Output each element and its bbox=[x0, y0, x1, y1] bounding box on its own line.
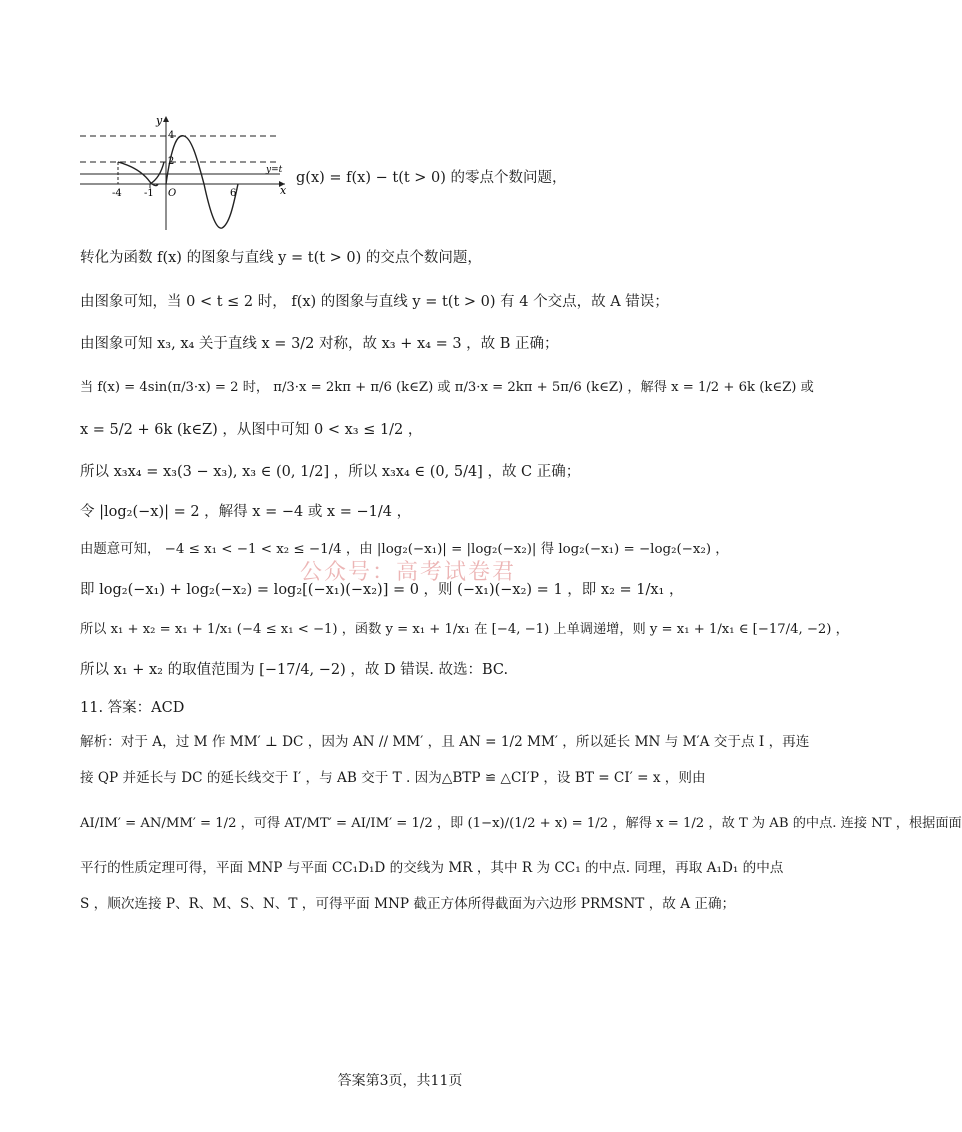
line-3: 由图象可知 x₃, x₄ 关于直线 x = 3/2 对称，故 x₃ + x₄ = 3 ，故 B 正确； bbox=[80, 336, 559, 352]
line-4: 当 f(x) = 4sin(π/3·x) = 2 时， π/3·x = 2kπ + π/6 (k∈Z) 或 π/3·x = 2kπ + 5π/6 (k∈Z) ，解得 x = 1/2 + 6k (k∈Z) 或 bbox=[80, 380, 814, 395]
line-17: S ，顺次连接 P、R、M、S、N、T ，可得平面 MNP 截正方体所得截面为六边形 PRMSNT ，故 A 正确； bbox=[80, 896, 736, 912]
line-16: 平行的性质定理可得，平面 MNP 与平面 CC₁D₁D 的交线为 MR ，其中 R 为 CC₁ 的中点. 同理，再取 A₁D₁ 的中点 bbox=[80, 860, 784, 876]
y-axis-arrow bbox=[163, 116, 169, 122]
line-12: 11. 答案：ACD bbox=[80, 700, 185, 716]
line-0: g(x) = f(x) − t(t > 0) 的零点个数问题， bbox=[296, 170, 567, 186]
label-2: 2 bbox=[168, 156, 175, 167]
label-y-t: y=t bbox=[266, 165, 283, 175]
label-neg1: -1 bbox=[144, 188, 154, 199]
label-x: x bbox=[280, 184, 287, 197]
line-10: 所以 x₁ + x₂ = x₁ + 1/x₁ (−4 ≤ x₁ < −1) ，函数 y = x₁ + 1/x₁ 在 [−4, −1) 上单调递增，则 y = x₁ + 1/x₁ ∈ [−17/4, −2) ， bbox=[80, 622, 849, 637]
line-6: 所以 x₃x₄ = x₃(3 − x₃), x₃ ∈ (0, 1/2] ，所以 x₃x₄ ∈ (0, 5/4] ，故 C 正确； bbox=[80, 464, 581, 480]
line-11: 所以 x₁ + x₂ 的取值范围为 [−17/4, −2) ，故 D 错误. 故选：BC. bbox=[80, 662, 509, 678]
line-9: 即 log₂(−x₁) + log₂(−x₂) = log₂[(−x₁)(−x₂)] = 0 ，则 (−x₁)(−x₂) = 1 ，即 x₂ = 1/x₁ ， bbox=[80, 582, 684, 598]
label-neg4: -4 bbox=[112, 188, 122, 199]
line-1: 转化为函数 f(x) 的图象与直线 y = t(t > 0) 的交点个数问题， bbox=[80, 250, 482, 266]
page-footer: 答案第3页，共11页 bbox=[337, 1073, 463, 1089]
line-13: 解析：对于 A，过 M 作 MM′ ⊥ DC ，因为 AN // MM′ ，且 AN = 1/2 MM′ ，所以延长 MN 与 M′A 交于点 I ，再连 bbox=[80, 734, 810, 750]
label-y: y bbox=[156, 114, 163, 127]
function-graph bbox=[80, 112, 290, 232]
line-14: 接 QP 并延长与 DC 的延长线交于 I′ ，与 AB 交于 T . 因为△BTP ≌ △CI′P ，设 BT = CI′ = x ，则由 bbox=[80, 770, 706, 786]
line-2: 由图象可知，当 0 < t ≤ 2 时， f(x) 的图象与直线 y = t(t > 0) 有 4 个交点，故 A 错误； bbox=[80, 294, 669, 310]
label-4: 4 bbox=[168, 130, 175, 141]
label-origin: O bbox=[168, 188, 177, 199]
curve-log-right bbox=[150, 162, 164, 184]
line-8: 由题意可知， −4 ≤ x₁ < −1 < x₂ ≤ −1/4 ，由 |log₂(−x₁)| = |log₂(−x₂)| 得 log₂(−x₁) = −log₂(−x₂) ， bbox=[80, 542, 729, 557]
line-7: 令 |log₂(−x)| = 2 ，解得 x = −4 或 x = −1/4 ， bbox=[80, 504, 412, 520]
watermark: 公众号：高考试卷君 bbox=[300, 560, 517, 585]
label-6: 6 bbox=[230, 188, 237, 199]
line-5: x = 5/2 + 6k (k∈Z) ，从图中可知 0 < x₃ ≤ 1/2 ， bbox=[80, 422, 423, 438]
curve-sine bbox=[166, 136, 238, 228]
line-15: AI/IM′ = AN/MM′ = 1/2 ，可得 AT/MT′ = AI/IM′ = 1/2 ，即 (1−x)/(1/2 + x) = 1/2 ，解得 x = 1/2 ，故 T 为 AB 的中点. 连接 NT ，根据面面 bbox=[80, 816, 962, 831]
